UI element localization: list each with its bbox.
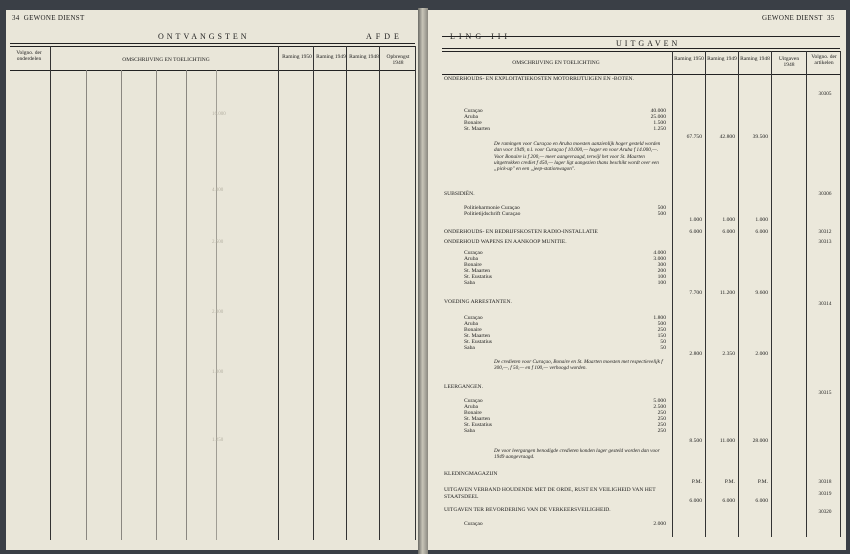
entry-code: 30314 [818, 301, 832, 307]
item-amount: 300 [657, 262, 666, 268]
item-amount: 2.000 [653, 521, 666, 527]
total-1948: 28.000 [752, 438, 768, 444]
item-amount: 50 [660, 339, 666, 345]
item-label: Bonaire [464, 262, 482, 268]
total-1950: 7.700 [689, 290, 702, 296]
item-label: Saba [464, 345, 475, 351]
item-label: Curaçao [464, 108, 483, 114]
total-1949: 1.000 [722, 217, 735, 223]
item-amount: 250 [657, 410, 666, 416]
item-label: Bonaire [464, 120, 482, 126]
total-1950: 6.000 [689, 229, 702, 235]
left-col-raming-1948: Raming 1948 [349, 54, 379, 60]
item-amount: 200 [657, 268, 666, 274]
total-1949: 6.000 [722, 229, 735, 235]
total-1948: 39.500 [752, 134, 768, 140]
entry-title: ONDERHOUDS- EN EXPLOITATIEKOSTEN MOTORRIJTUIGEN EN -BOTEN. [444, 76, 634, 82]
item-amount: 3.000 [653, 256, 666, 262]
item-label: Politietijdschrift Curaçao [464, 211, 521, 217]
item-amount: 1.500 [653, 120, 666, 126]
entry-code: 30319 [818, 491, 832, 497]
item-amount: 2.500 [653, 404, 666, 410]
item-label: Curaçao [464, 521, 483, 527]
item-label: Aruba [464, 256, 478, 262]
entry-note: De voor leergangen benodigde credieten konden lager gesteld worden dan voor 1949 aangevraagd. [494, 448, 660, 461]
item-label: Curaçao [464, 250, 483, 256]
entry-title-leergangen: LEERGANGEN. [444, 384, 483, 390]
left-running-head: 34 GEWONE DIENST [12, 14, 85, 22]
item-amount: 500 [657, 205, 666, 211]
total-1950: 8.500 [689, 438, 702, 444]
item-label: St. Maarten [464, 126, 491, 132]
left-col-omschrijving: OMSCHRIJVING EN TOELICHTING [122, 57, 210, 63]
item-label: St. Maarten [464, 416, 491, 422]
right-col-omschrijving: OMSCHRIJVING EN TOELICHTING [512, 60, 600, 66]
total-1948: 6.000 [755, 229, 768, 235]
entry-title-subsidien: SUBSIDIËN. [444, 191, 475, 197]
item-label: Aruba [464, 114, 478, 120]
item-amount: 100 [657, 280, 666, 286]
item-label: Bonaire [464, 410, 482, 416]
item-amount: 250 [657, 422, 666, 428]
total-1950: 1.000 [689, 217, 702, 223]
right-col-raming-1950: Raming 1950 [674, 56, 704, 62]
entry-title-verkeer: UITGAVEN TER BEVORDERING VAN DE VERKEERSVEILIGHEID. [444, 507, 611, 513]
total-1949: P.M. [724, 479, 735, 485]
right-running-head: GEWONE DIENST 35 [762, 14, 835, 22]
item-label: St. Eustatius [464, 274, 492, 280]
item-amount: 50 [660, 345, 666, 351]
left-col-raming-1950: Raming 1950 [282, 54, 312, 60]
item-label: Curaçao [464, 398, 483, 404]
total-1948: 1.000 [755, 217, 768, 223]
item-label: St. Eustatius [464, 422, 492, 428]
total-1949: 2.350 [722, 351, 735, 357]
item-amount: 1.800 [653, 315, 666, 321]
entry-code: 30320 [818, 509, 832, 515]
item-amount: 500 [657, 321, 666, 327]
item-label: Curaçao [464, 315, 483, 321]
item-amount: 25.000 [650, 114, 666, 120]
item-label: St. Maarten [464, 333, 491, 339]
item-amount: 250 [657, 327, 666, 333]
right-page [428, 10, 846, 550]
entry-title-kleding: KLEDINGMAGAZIJN [444, 471, 498, 477]
entry-title-voeding: VOEDING ARRESTANTEN. [444, 299, 512, 305]
left-page: 34 GEWONE DIENST ONTVANGSTEN AFDE Volgno. der onderdelen OMSCHRIJVING EN TOELICHTING Raming 1950 Raming 1949 Raming 1948 Opbrengst 1948 16.000 4.000 2.500 2.000 1.000 1.250 [6, 10, 418, 550]
left-col-volgno: Volgno. der onderdelen [16, 50, 42, 62]
item-label: St. Eustatius [464, 339, 492, 345]
right-col-raming-1948: Raming 1948 [740, 56, 770, 62]
total-1949: 11.000 [719, 438, 735, 444]
total-1948: P.M. [757, 479, 768, 485]
item-amount: 40.000 [650, 108, 666, 114]
total-1949: 6.000 [722, 498, 735, 504]
total-1949: 11.200 [719, 290, 735, 296]
total-1948: 9.600 [755, 290, 768, 296]
entry-code: 30313 [818, 239, 832, 245]
right-section-title: UITGAVEN [616, 39, 681, 48]
item-label: St. Maarten [464, 268, 491, 274]
entry-code: 30305 [818, 91, 832, 97]
entry-code: 30306 [818, 191, 832, 197]
left-col-opbrengst-1948: Opbrengst 1948 [386, 54, 410, 66]
entry-title-radio: ONDERHOUDS- EN BEDRIJFSKOSTEN RADIO-INSTALLATIE [444, 229, 598, 235]
item-amount: 250 [657, 416, 666, 422]
book-gutter [418, 8, 428, 554]
entry-note: De ramingen voor Curaçao en Aruba moesten aanzienlijk hoger gesteld worden dan voor 1949, n.l. voor Curaçao f 10.000,— hoger en voor Aruba f 14.000,—. Voor Bonaire is f 200,— meer aangevraagd, terwijl het voor St. Maarten uitgetrokken crediet f 450,— lager ligt aangezien thans beschikt wordt over een „pick-up" en een „jeep-stationwagon". [494, 141, 661, 173]
item-amount: 100 [657, 274, 666, 280]
total-1950: 67.750 [686, 134, 702, 140]
item-label: Politieharmonie Curaçao [464, 205, 520, 211]
total-1949: 42.800 [719, 134, 735, 140]
entry-code: 30315 [818, 390, 832, 396]
item-amount: 5.000 [653, 398, 666, 404]
left-section-title: ONTVANGSTEN [158, 32, 250, 41]
total-1948: 6.000 [755, 498, 768, 504]
spread-title-left: AFDE [366, 32, 403, 41]
item-amount: 500 [657, 211, 666, 217]
item-label: Aruba [464, 404, 478, 410]
item-label: Saba [464, 428, 475, 434]
right-col-raming-1949: Raming 1949 [707, 56, 737, 62]
entry-code: 30318 [818, 479, 832, 485]
item-label: Bonaire [464, 327, 482, 333]
total-1950: 2.800 [689, 351, 702, 357]
item-amount: 150 [657, 333, 666, 339]
item-label: Saba [464, 280, 475, 286]
total-1950: 6.000 [689, 498, 702, 504]
left-col-raming-1949: Raming 1949 [316, 54, 346, 60]
entry-title-orde: UITGAVEN VERBAND HOUDENDE MET DE ORDE, RUST EN VEILIGHEID VAN HET STAATSDEEL [444, 487, 656, 500]
item-label: Aruba [464, 321, 478, 327]
item-amount: 250 [657, 428, 666, 434]
entry-note: De credieten voor Curaçao, Bonaire en St. Maarten moesten met respectievelijk f 300,—, f 50,— en f 100,— verhoogd worden. [494, 359, 663, 372]
entry-title-wapens: ONDERHOUD WAPENS EN AANKOOP MUNITIE. [444, 239, 567, 245]
right-col-uitgaven-1948: Uitgaven 1948 [778, 56, 800, 68]
entry-code: 30312 [818, 229, 832, 235]
item-amount: 1.250 [653, 126, 666, 132]
right-col-volgno: Volgno. der artikelen [811, 54, 837, 66]
total-1950: P.M. [691, 479, 702, 485]
total-1948: 2.000 [755, 351, 768, 357]
item-amount: 4.000 [653, 250, 666, 256]
